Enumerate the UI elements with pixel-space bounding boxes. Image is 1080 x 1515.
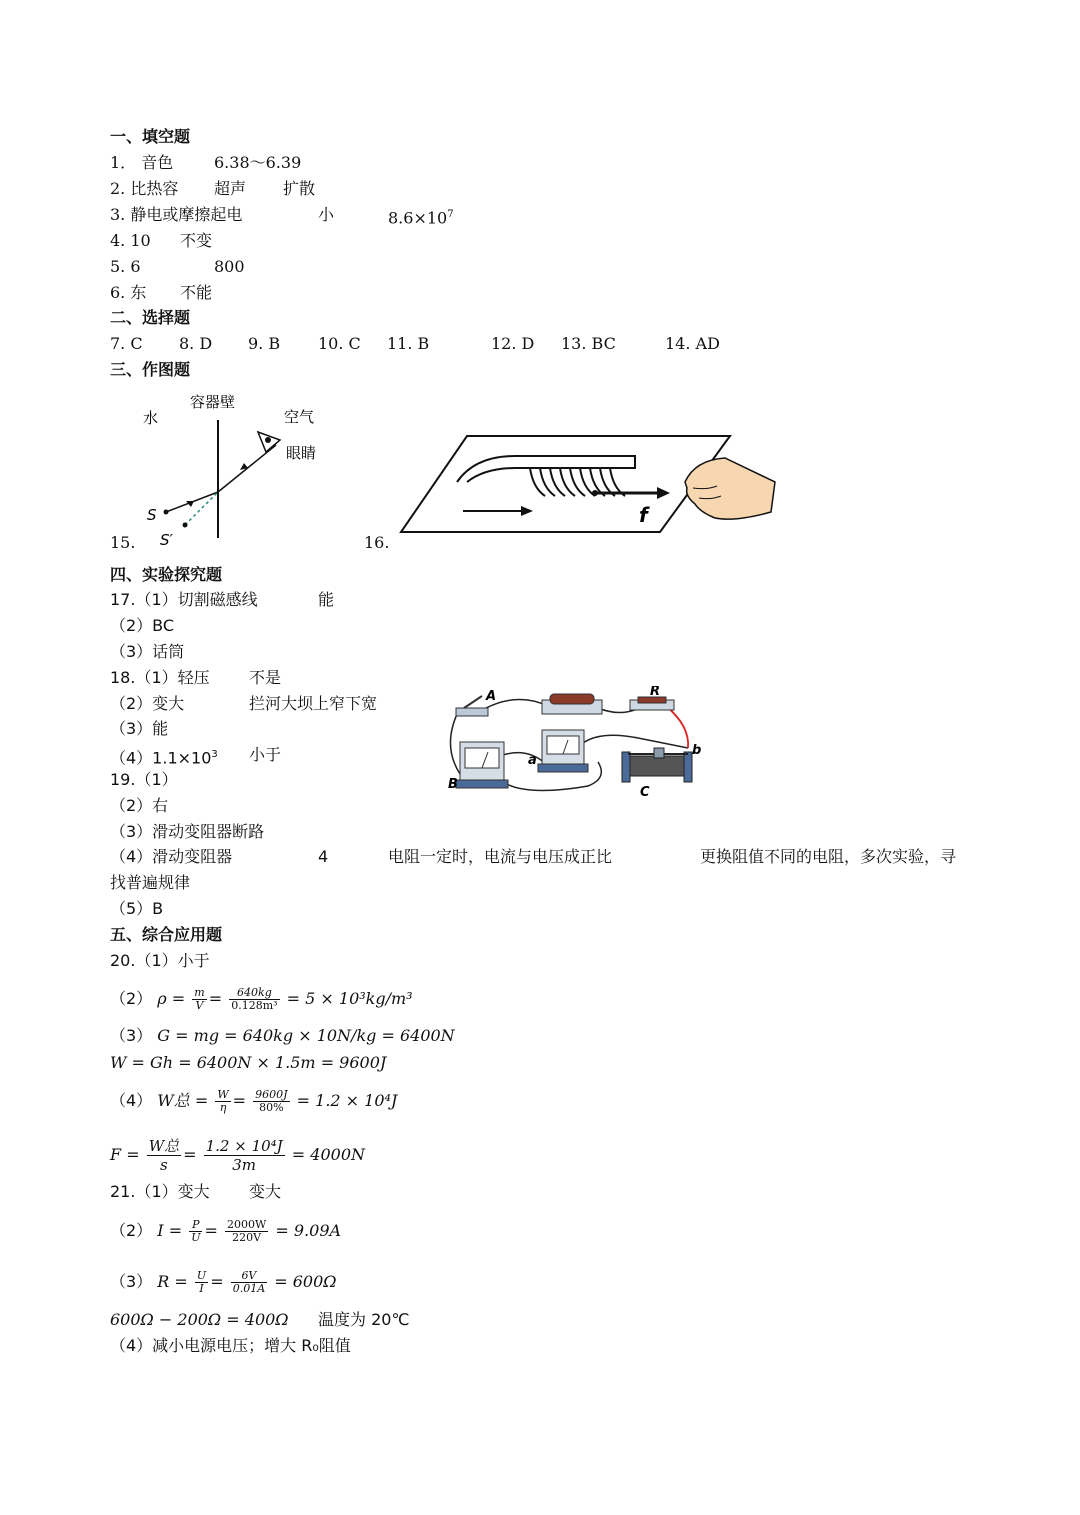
q-number: 3. bbox=[110, 205, 126, 224]
fraction-numerator: U bbox=[196, 1269, 207, 1282]
q-number: 6. bbox=[110, 283, 126, 302]
app-q21-2: （2） I = $\frac{P}{U}$ = $\frac{2000W}{220V}$ = 9.09A bbox=[110, 1218, 342, 1244]
app-q21-1 bbox=[110, 1182, 282, 1202]
choice-q14: 14. AD bbox=[665, 334, 720, 353]
eye-icon bbox=[258, 432, 280, 452]
formula-lhs: R = bbox=[157, 1272, 188, 1291]
answer: 小于 bbox=[249, 745, 282, 764]
red-wire bbox=[666, 706, 688, 748]
eye-label: 眼睛 bbox=[286, 444, 317, 462]
fraction-denominator: 80% bbox=[259, 1101, 284, 1114]
answer: 扩散 bbox=[283, 179, 316, 198]
app-q21-3: （3） R = $\frac{U}{I}$ = $\frac{6V}{0.01A}$ = 600Ω bbox=[110, 1269, 337, 1295]
choice-q8: 8. D bbox=[179, 334, 213, 353]
answer: 6 bbox=[130, 257, 141, 276]
label-b-upper: B bbox=[448, 777, 458, 792]
answer: 东 bbox=[130, 283, 147, 302]
fill-q5 bbox=[110, 257, 245, 277]
formula-rhs: = 5 × 10³kg/m³ bbox=[286, 989, 413, 1008]
answer: 变大 bbox=[249, 1182, 282, 1201]
exp-q18-4 bbox=[110, 745, 282, 768]
refracted-ray bbox=[218, 445, 276, 492]
label-c: C bbox=[640, 785, 650, 800]
motion-arrowhead bbox=[521, 506, 533, 516]
fraction-numerator: W bbox=[217, 1088, 229, 1101]
fraction-numerator: m bbox=[194, 986, 205, 999]
exp-q19-4-cont: 找普遍规律 bbox=[110, 873, 191, 892]
sub-label: （4） bbox=[110, 1091, 153, 1110]
formula-rhs: = 9.09A bbox=[275, 1221, 342, 1240]
voltmeter-icon bbox=[456, 742, 508, 788]
answer: 4 bbox=[318, 847, 329, 866]
answer: 更换阻值不同的电阻，多次实验，寻 bbox=[700, 847, 957, 866]
answer: 17.（1）切割磁感线 bbox=[110, 590, 258, 609]
circuit-diagram bbox=[438, 686, 708, 801]
battery-icon bbox=[542, 694, 602, 714]
sub-label: （3） bbox=[110, 1272, 153, 1291]
answer: 10 bbox=[130, 231, 151, 250]
choice-q7: 7. C bbox=[110, 334, 143, 353]
answer: 温度为 20℃ bbox=[318, 1310, 410, 1329]
formula-rhs: = 4000N bbox=[291, 1145, 365, 1164]
fill-q4 bbox=[110, 231, 213, 251]
answer: 超声 bbox=[214, 179, 247, 198]
image-point bbox=[183, 523, 188, 528]
q-number: 1． bbox=[110, 153, 137, 172]
formula-lhs: ρ = bbox=[157, 989, 186, 1008]
fraction-numerator: 1.2 × 10⁴J bbox=[205, 1137, 283, 1155]
formula-rhs: = 600Ω bbox=[274, 1272, 337, 1291]
fraction-denominator: 0.128m³ bbox=[231, 999, 278, 1012]
answer: 800 bbox=[214, 257, 245, 276]
fraction-denominator: V bbox=[195, 999, 204, 1012]
answer: 不变 bbox=[180, 231, 213, 250]
q15-label: 15. bbox=[110, 533, 136, 552]
app-q20-1: 20.（1）小于 bbox=[110, 951, 210, 970]
answer: 电阻一定时，电流与电压成正比 bbox=[388, 847, 613, 866]
formula-lhs: I = bbox=[157, 1221, 183, 1240]
formula-lhs: W总 = bbox=[157, 1091, 209, 1110]
app-q21-3b bbox=[110, 1310, 410, 1330]
fraction-denominator: 220V bbox=[232, 1231, 262, 1244]
answer: 拦河大坝上窄下宽 bbox=[249, 694, 378, 713]
exp-q18-3: （3）能 bbox=[110, 719, 169, 738]
answer: 6.38～6.39 bbox=[214, 153, 302, 172]
answer: 不是 bbox=[249, 668, 282, 687]
exponent: 7 bbox=[447, 209, 454, 220]
sub-label: （3） bbox=[110, 1026, 153, 1045]
app-q20-3b: W = Gh = 6400N × 1.5m = 9600J bbox=[110, 1053, 387, 1072]
q-number: 4. bbox=[110, 231, 126, 250]
ammeter-icon bbox=[538, 730, 588, 772]
q-number: 5. bbox=[110, 257, 126, 276]
section-exp-title: 四、实验探究题 bbox=[110, 565, 223, 584]
fill-q6 bbox=[110, 283, 213, 303]
exp-q17-2: （2）BC bbox=[110, 616, 175, 635]
source-point bbox=[164, 510, 169, 515]
rheostat-icon bbox=[622, 748, 692, 782]
choice-q10: 10. C bbox=[318, 334, 361, 353]
fraction-denominator: 0.01A bbox=[232, 1282, 266, 1295]
exp-q19-2: （2）右 bbox=[110, 796, 169, 815]
formula: 600Ω − 200Ω = 400Ω bbox=[110, 1310, 289, 1329]
exp-q19-1: 19.（1） bbox=[110, 770, 178, 789]
answer: 能 bbox=[318, 590, 335, 609]
answer: 8.6×10 bbox=[388, 208, 448, 228]
section-drawing-title: 三、作图题 bbox=[110, 360, 191, 379]
water-label: 水 bbox=[143, 409, 159, 427]
app-q20-2: （2） ρ = $\frac{m}{V}$ = $\frac{640kg}{\text{0.128m³}}$ = 5 × 10³kg/m³ bbox=[110, 986, 413, 1012]
fraction-numerator: P bbox=[189, 1219, 202, 1232]
section-app-title: 五、综合应用题 bbox=[110, 925, 223, 944]
fill-q2 bbox=[110, 179, 316, 199]
app-q20-3 bbox=[110, 1026, 455, 1046]
formula-lhs: F = bbox=[110, 1145, 140, 1164]
exp-q18-1 bbox=[110, 668, 282, 688]
answer: （4）1.1×10 bbox=[110, 748, 212, 768]
exp-q18-2 bbox=[110, 694, 378, 714]
fraction-denominator: 3m bbox=[232, 1156, 257, 1174]
app-q20-4b: F = $\frac{\text{W总}}{s}$ = $\frac{\text{1.2 × 10⁴J}}{3m}$ = 4000N bbox=[110, 1137, 365, 1174]
force-label: f bbox=[639, 503, 648, 527]
choice-q11: 11. B bbox=[387, 334, 430, 353]
hand-icon bbox=[685, 458, 775, 519]
answer: 静电或摩擦起电 bbox=[130, 205, 243, 224]
exponent: 3 bbox=[211, 749, 218, 760]
choice-q9: 9. B bbox=[248, 334, 281, 353]
fraction-numerator: W总 bbox=[148, 1137, 180, 1155]
switch-icon bbox=[456, 696, 488, 716]
virtual-ray bbox=[185, 492, 218, 525]
answer: 小 bbox=[318, 205, 335, 224]
choice-q13: 13. BC bbox=[561, 334, 616, 353]
app-q20-4: （4） W总 = $\frac{W}{\eta}$ = $\frac{9600J}{80\%}$ = 1.2 × 10⁴J bbox=[110, 1088, 398, 1114]
exp-q19-4 bbox=[110, 847, 957, 867]
section-choice-title: 二、选择题 bbox=[110, 308, 191, 327]
exp-q17-1 bbox=[110, 590, 335, 610]
fill-q1 bbox=[110, 153, 302, 173]
q-number: 2. bbox=[110, 179, 126, 198]
sub-label: （2） bbox=[110, 989, 153, 1008]
brush-handle bbox=[457, 456, 635, 482]
answer: （2）变大 bbox=[110, 694, 185, 713]
formula-rhs: = 1.2 × 10⁴J bbox=[296, 1091, 398, 1110]
wall-label: 容器壁 bbox=[190, 393, 236, 411]
label-b-lower: b bbox=[692, 743, 702, 758]
refraction-diagram bbox=[130, 388, 330, 553]
answer: （4）滑动变阻器 bbox=[110, 847, 233, 866]
fraction-numerator: 2000W bbox=[226, 1218, 267, 1231]
answer: 音色 bbox=[141, 153, 174, 172]
exp-q19-3: （3）滑动变阻器断路 bbox=[110, 822, 265, 841]
s-prime-label: S′ bbox=[160, 531, 173, 549]
label-r: R bbox=[650, 686, 661, 699]
exp-q17-3: （3）话筒 bbox=[110, 642, 185, 661]
q16-label: 16. bbox=[364, 533, 390, 552]
label-a-lower: a bbox=[528, 753, 537, 768]
answer: 18.（1）轻压 bbox=[110, 668, 210, 687]
fraction-denominator: s bbox=[160, 1156, 168, 1174]
brush-friction-diagram bbox=[395, 430, 785, 540]
fraction-denominator: η bbox=[219, 1101, 227, 1114]
answer: 不能 bbox=[180, 283, 213, 302]
force-arrowhead bbox=[657, 487, 670, 499]
fraction-numerator: 9600J bbox=[255, 1088, 288, 1101]
app-q21-4: （4）减小电源电压；增大 R₀阻值 bbox=[110, 1336, 351, 1355]
answer: 比热容 bbox=[130, 179, 179, 198]
fraction-denominator: U bbox=[191, 1231, 201, 1244]
answer: 21.（1）变大 bbox=[110, 1182, 210, 1201]
fraction-numerator: 640kg bbox=[229, 987, 279, 1000]
s-label: S bbox=[147, 506, 157, 524]
section-fill-title: 一、填空题 bbox=[110, 127, 191, 146]
choice-q12: 12. D bbox=[491, 334, 535, 353]
formula: G = mg = 640kg × 10N/kg = 6400N bbox=[157, 1026, 455, 1045]
air-label: 空气 bbox=[284, 408, 315, 426]
label-a-upper: A bbox=[486, 689, 497, 704]
sub-label: （2） bbox=[110, 1221, 153, 1240]
exp-q19-5: （5）B bbox=[110, 899, 164, 918]
fraction-numerator: 6V bbox=[231, 1270, 267, 1283]
fraction-denominator: I bbox=[199, 1282, 204, 1295]
force-origin bbox=[592, 490, 598, 496]
